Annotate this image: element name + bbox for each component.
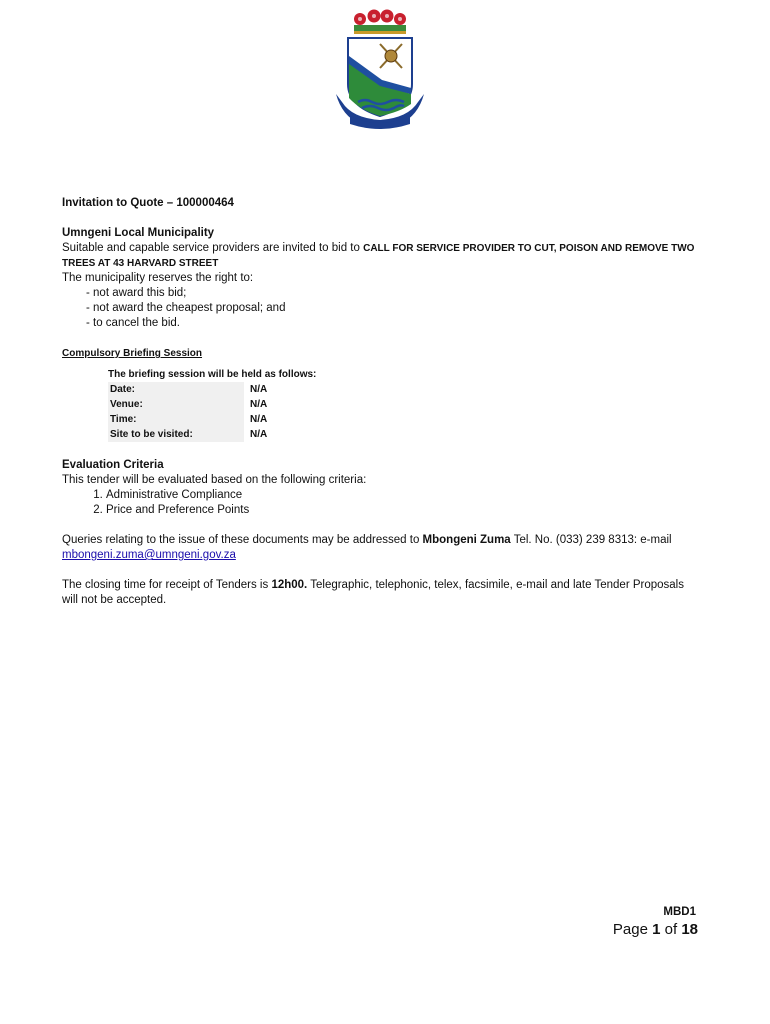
rights-lead: The municipality reserves the right to:: [62, 272, 254, 284]
briefing-value: N/A: [250, 384, 268, 395]
closing-conditions: Telegraphic, telephonic, telex, facsimile, e-mail and late Tender Proposals will not be accepted.: [62, 579, 684, 606]
current-page: 1: [652, 921, 661, 938]
closing-time: 12h00.: [271, 579, 308, 591]
closing-paragraph: [62, 578, 702, 608]
organisation-name: Umngeni Local Municipality: [62, 227, 215, 239]
shield: [348, 38, 412, 116]
briefing-heading: Compulsory Briefing Session: [62, 348, 203, 359]
evaluation-heading: Evaluation Criteria: [62, 459, 164, 471]
table-row: [108, 397, 702, 412]
rights-list: [62, 286, 702, 331]
table-row: [108, 382, 702, 397]
contact-name: Mbongeni Zuma: [422, 534, 511, 546]
title-prefix: Invitation to Quote –: [62, 197, 177, 209]
table-row: [108, 412, 702, 427]
total-pages: 18: [681, 921, 698, 938]
list-item: - to cancel the bid.: [86, 317, 180, 329]
coat-of-arms-icon: [330, 6, 430, 136]
list-item: 2. Price and Preference Points: [106, 503, 702, 518]
briefing-label: Site to be visited:: [108, 427, 244, 442]
list-item: - not award this bid;: [86, 287, 187, 299]
form-code: MBD1: [663, 906, 696, 918]
briefing-value: N/A: [250, 429, 268, 440]
project-description: CALL FOR SERVICE PROVIDER TO CUT, POISON AND REMOVE TWO TREES AT 43 HARVARD STREET: [62, 243, 695, 269]
page-word: Page: [612, 921, 648, 938]
list-item: - not award the cheapest proposal; and: [86, 302, 286, 314]
list-item: 1. Administrative Compliance: [106, 488, 702, 503]
briefing-value: N/A: [250, 414, 268, 425]
queries-lead: Queries relating to the issue of these documents may be addressed to: [62, 534, 423, 546]
criteria-list: [62, 488, 702, 518]
table-row: [108, 427, 702, 442]
document-title: [62, 196, 702, 211]
invitation-paragraph: [62, 241, 702, 271]
document-body: [62, 196, 702, 608]
briefing-table: [108, 367, 702, 442]
briefing-intro: The briefing session will be held as follows:: [108, 369, 317, 380]
page-number: [613, 921, 698, 938]
contact-telephone: Tel. No. (033) 239 8313: e-mail: [510, 534, 672, 546]
of-word: of: [664, 921, 678, 938]
crown-flowers: [354, 10, 406, 35]
closing-lead: The closing time for receipt of Tenders is: [62, 579, 272, 591]
invitation-lead: Suitable and capable service providers are invited to bid to: [62, 242, 364, 254]
briefing-value: N/A: [250, 399, 268, 410]
municipal-coat-of-arms: [330, 6, 430, 136]
evaluation-lead: This tender will be evaluated based on the following criteria:: [62, 474, 367, 486]
briefing-label: Venue:: [108, 397, 244, 412]
queries-paragraph: [62, 533, 702, 563]
briefing-label: Date:: [108, 382, 244, 397]
briefing-label: Time:: [108, 412, 244, 427]
email-link[interactable]: mbongeni.zuma@umngeni.gov.za: [62, 549, 236, 561]
quote-number: 100000464: [176, 197, 234, 209]
